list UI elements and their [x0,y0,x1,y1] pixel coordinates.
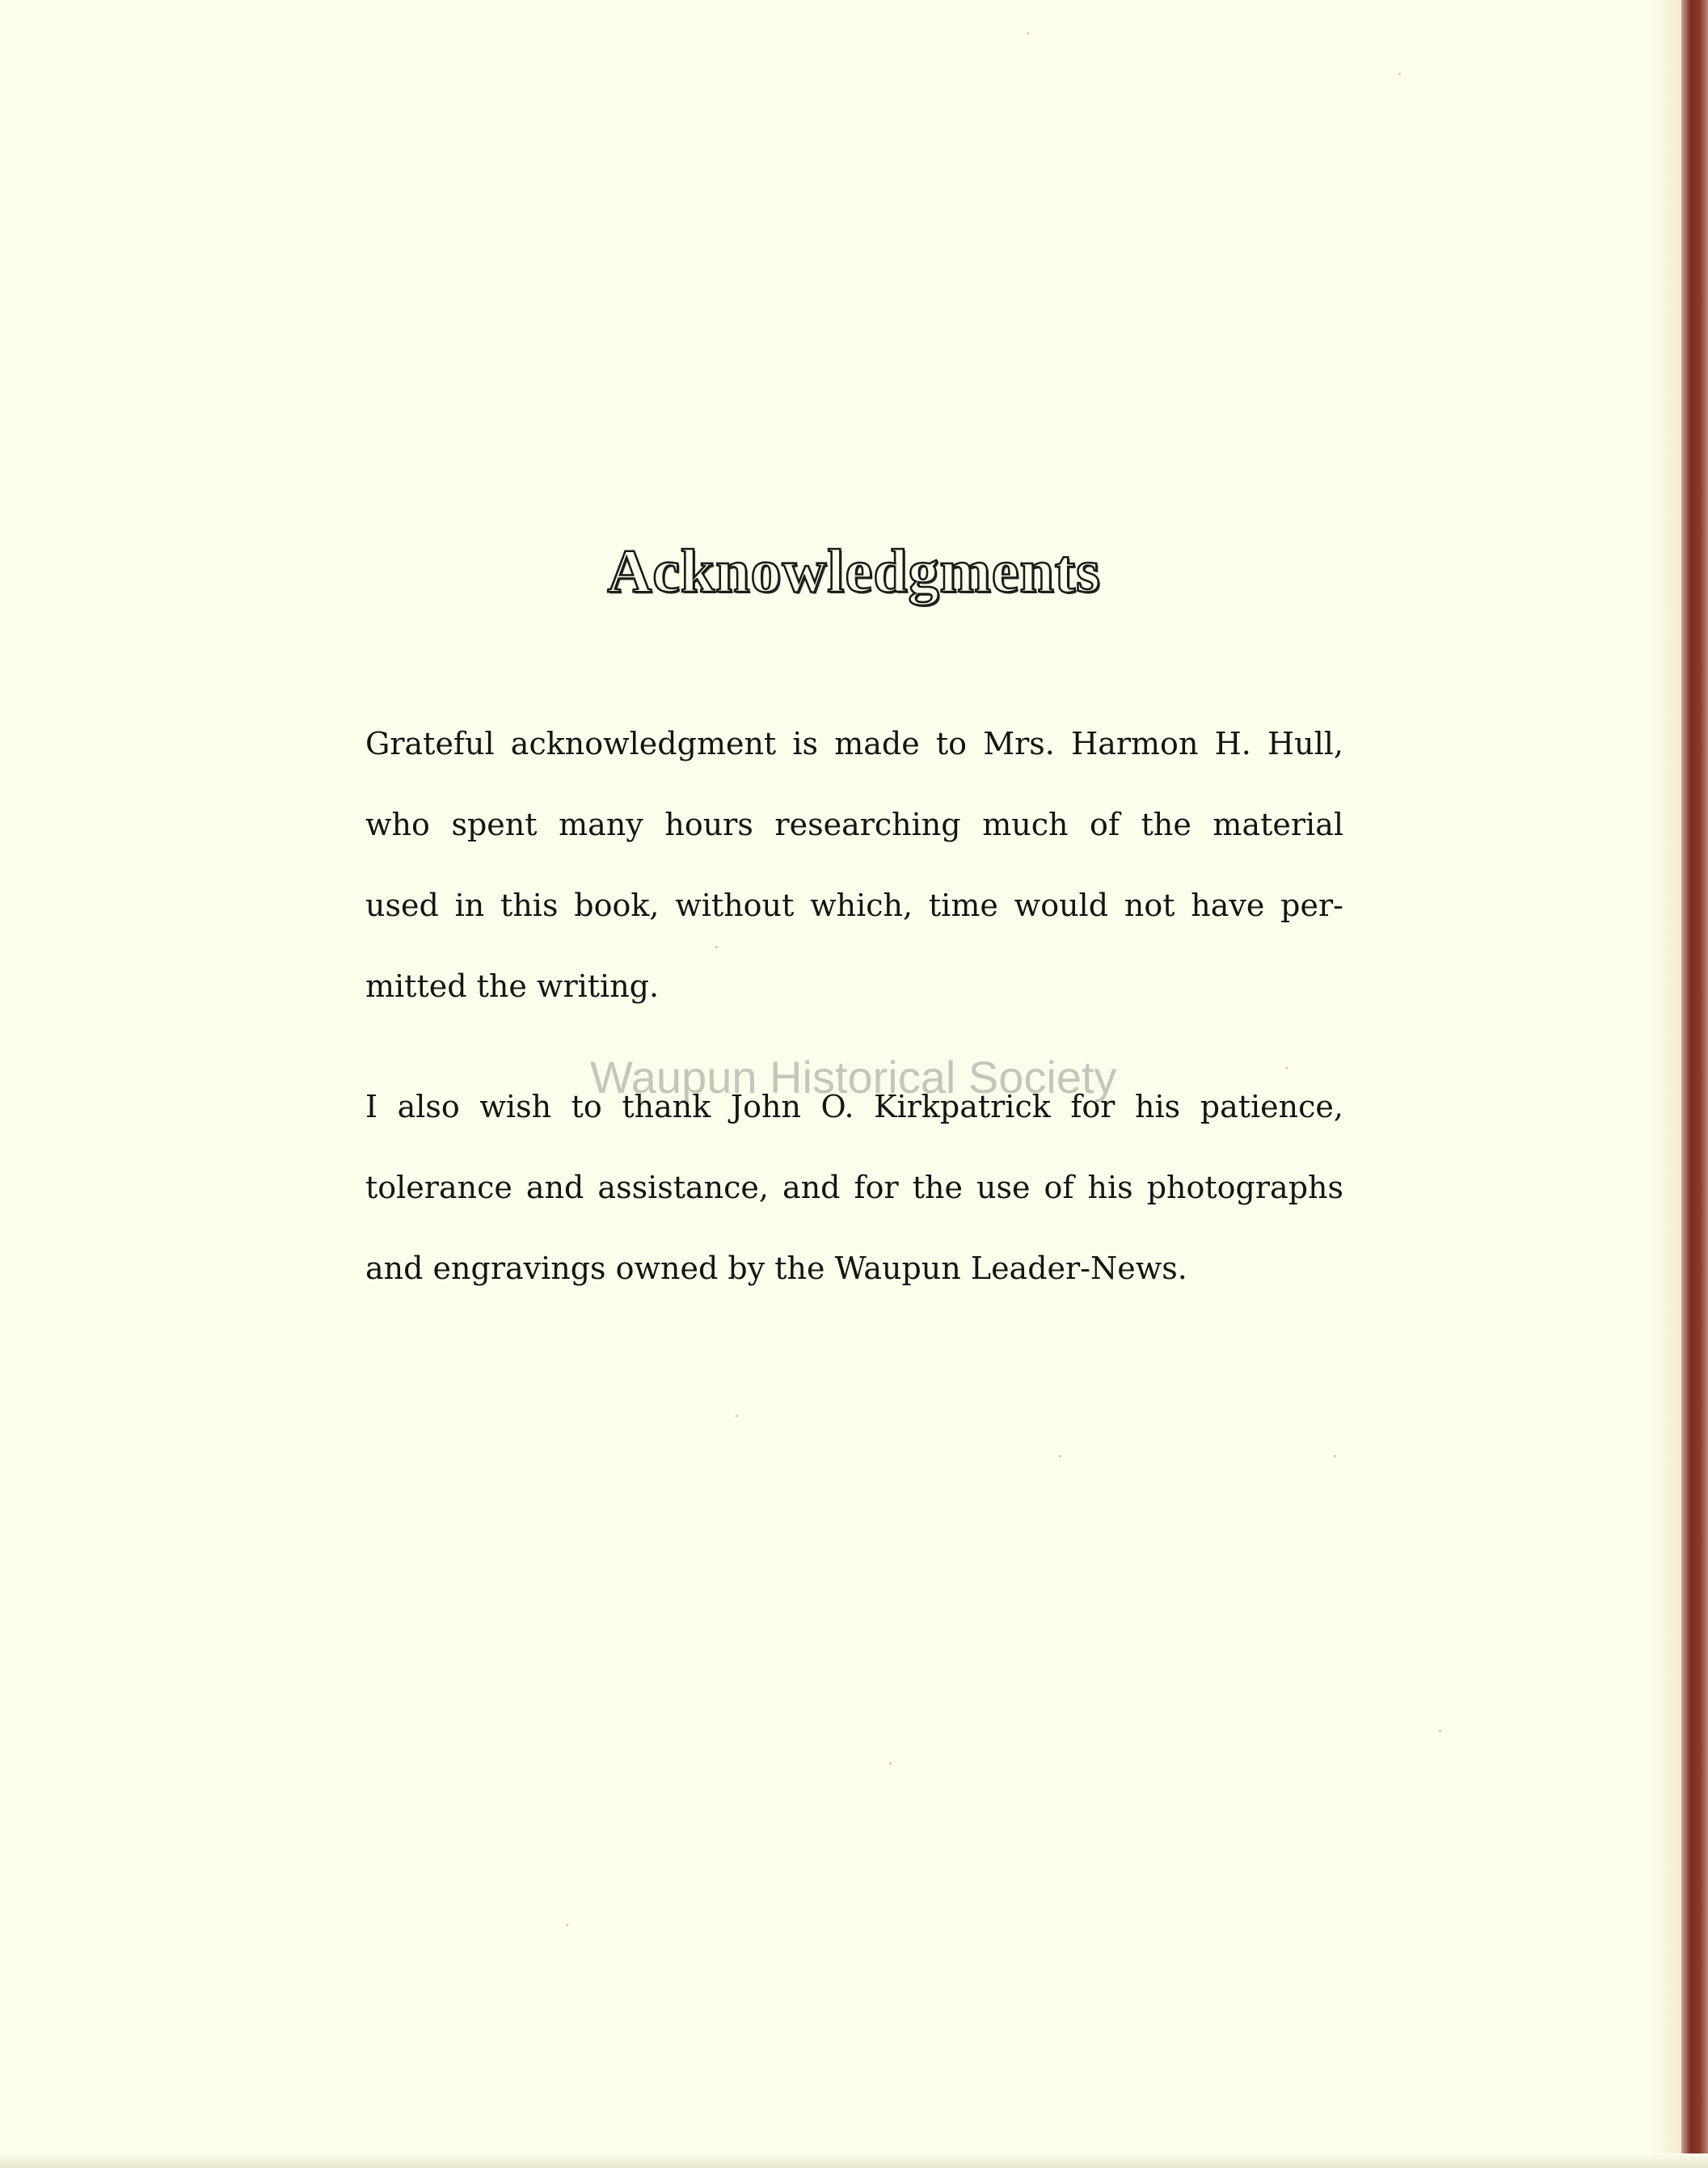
paper-speck [1334,1455,1336,1457]
text-line: who spent many hours researching much of the material [365,807,1343,842]
paper-speck [736,1415,738,1417]
paper-speck [1027,32,1029,35]
paper-speck [889,1762,892,1765]
paper-speck [1439,1730,1441,1732]
text-line: Grateful acknowledgment is made to Mrs. Harmon H. Hull, [365,726,1343,761]
binding-edge [1681,0,1708,2168]
paper-speck [1398,73,1401,75]
page-title: Acknowledgments [607,538,1101,605]
paper-speck [1059,1455,1061,1457]
text-line: and engravings owned by the Waupun Leader-News. [365,1251,1187,1286]
paper-speck [566,1924,568,1926]
text-line: tolerance and assistance, and for the use of his photographs [365,1170,1343,1205]
page-edge-shadow [1649,0,1681,2168]
watermark: Waupun Historical Society [590,1052,1117,1103]
page-bottom-edge [0,2153,1708,2168]
acknowledgment-paragraph-1 [365,703,1343,1027]
text-line: I also wish to thank John O. Kirkpatrick for his patience, [365,1089,1343,1124]
text-line: used in this book, without which, time would not have per- [365,888,1343,923]
text-line: mitted the writing. [365,968,660,1004]
